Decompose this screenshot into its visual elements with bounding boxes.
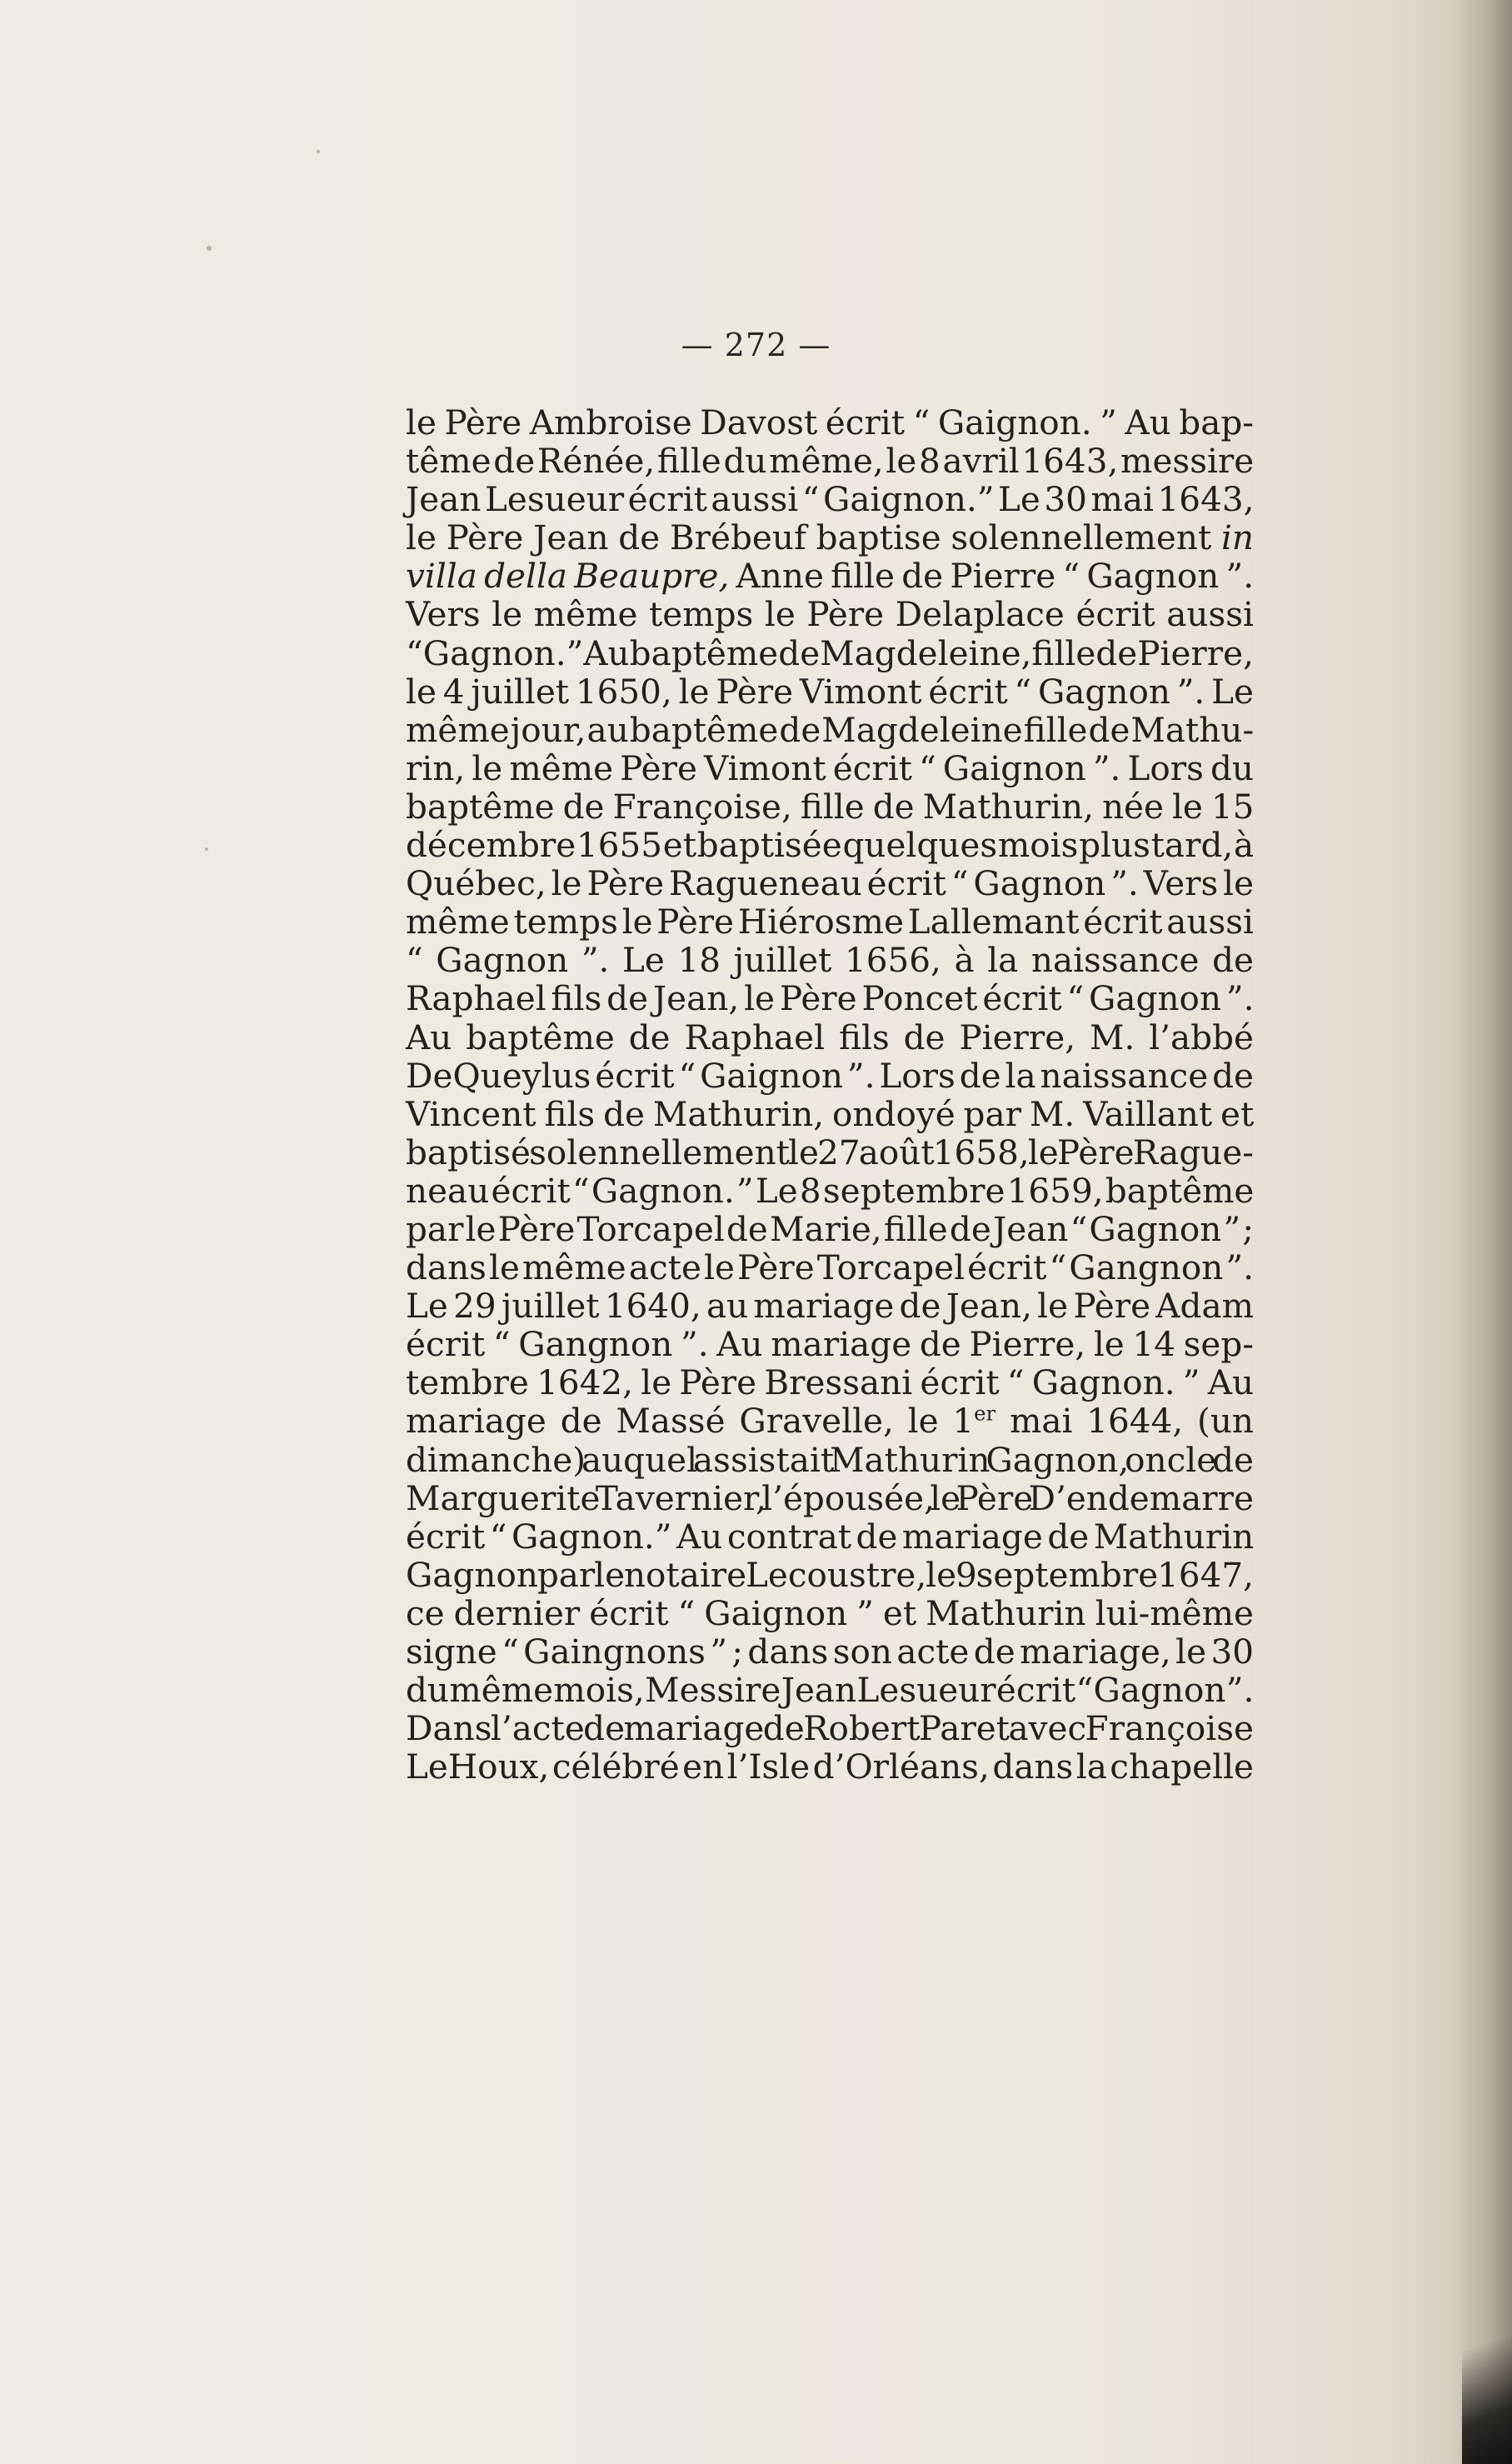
text-run: DeQueylus écrit “ Gaignon ”. Lors de la naissance de: [406, 1055, 1254, 1096]
text-run: “ Gagnon.” Au baptême de Magdeleine, fille de Pierre,: [406, 632, 1254, 673]
text-run: par le Père Torcapel de Marie, fille de Jean “ Gagnon ” ;: [406, 1208, 1254, 1249]
text-line: [406, 634, 1254, 672]
text-line: [406, 1709, 1254, 1747]
text-run: Marguerite Tavernier, l’épousée, le Père D’endemarre: [406, 1477, 1254, 1518]
text-run: dimanche) auquel assistait Mathurin Gagnon, oncle de: [406, 1439, 1254, 1480]
text-run: écrit “ Gangnon ”. Au mariage de Pierre, le 14 sep-: [406, 1324, 1254, 1365]
text-line: [406, 442, 1254, 480]
text-run: écrit “ Gagnon.” Au contrat de mariage de Mathurin: [406, 1516, 1255, 1557]
text-run: neau écrit “ Gagnon. ” Le 8 septembre 1659, baptême: [406, 1170, 1255, 1211]
text-run: “ Gagnon ”. Le 18 juillet 1656, à la naissance de: [406, 940, 1254, 981]
italic-text: villa della Beaupre,: [406, 556, 730, 597]
text-line: [406, 1248, 1254, 1287]
text-line: [406, 864, 1254, 902]
text-run: dans le même acte le Père Torcapel écrit “ Gangnon ”.: [406, 1247, 1254, 1288]
text-run: mariage de Massé Gravelle, le 1: [406, 1401, 975, 1442]
text-run: même temps le Père Hiérosme Lallemant écrit aussi: [406, 902, 1254, 942]
text-line: [406, 1556, 1254, 1594]
text-line: [406, 1057, 1254, 1095]
text-line: [406, 1517, 1254, 1556]
text-line: [406, 1133, 1254, 1172]
text-run: tême de Rénée, fille du même, le 8 avril 1643, messire: [406, 441, 1255, 482]
text-run: le Père Ambroise Davost écrit “ Gaignon. ” Au bap-: [406, 402, 1254, 442]
text-line: [406, 749, 1254, 787]
page-number: — 272 —: [681, 327, 831, 363]
page-corner-shadow: [1462, 2264, 1512, 2464]
text-line: [406, 979, 1254, 1017]
text-line: [406, 557, 1254, 595]
text-line: [406, 1325, 1254, 1363]
text-line: [406, 1671, 1254, 1709]
text-line: [406, 595, 1254, 633]
text-run: Au baptême de Raphael fils de Pierre, M. l’abbé: [406, 1017, 1254, 1057]
text-run: Anne fille de Pierre “ Gagnon ”.: [729, 556, 1255, 597]
text-run: Québec, le Père Ragueneau écrit “ Gagnon ”. Vers le: [406, 863, 1255, 904]
text-run: rin, le même Père Vimont écrit “ Gaignon ”. Lors du: [406, 747, 1254, 788]
paper-speck: [205, 847, 208, 851]
italic-text: in: [1220, 517, 1254, 558]
text-run: mai 1644, (un: [996, 1401, 1254, 1442]
text-line: [406, 1363, 1254, 1402]
text-line: [406, 1747, 1254, 1786]
binding-shadow: [1454, 0, 1512, 2464]
text-run: Dans l’acte de mariage de Robert Paret avec Françoise: [406, 1708, 1254, 1749]
text-line: [406, 1632, 1254, 1671]
text-line: [406, 1018, 1254, 1057]
text-line: [406, 711, 1254, 749]
text-line: [406, 1594, 1254, 1632]
text-line: [406, 941, 1254, 979]
text-run: le Père Jean de Brébeuf baptise solennellement: [406, 517, 1221, 558]
text-run: Vers le même temps le Père Delaplace écrit aussi: [406, 594, 1254, 635]
text-line: [406, 1095, 1254, 1133]
text-line: [406, 480, 1254, 518]
text-run: Vincent fils de Mathurin, ondoyé par M. Vaillant et: [406, 1093, 1255, 1134]
text-run: Raphael fils de Jean, le Père Poncet écrit “ Gagnon ”.: [406, 978, 1255, 1019]
paper-speck: [207, 246, 212, 251]
text-run: LeHoux, célébré en l’Isle d’Orléans, dans la chapelle: [406, 1747, 1254, 1787]
text-line: [406, 518, 1254, 557]
text-line: [406, 403, 1254, 442]
text-line: [406, 1172, 1254, 1210]
text-line: [406, 1287, 1254, 1325]
text-line: [406, 787, 1254, 826]
text-run: tembre 1642, le Père Bressani écrit “ Gagnon. ” Au: [406, 1362, 1255, 1403]
text-line: [406, 1441, 1254, 1479]
text-run: baptême de Françoise, fille de Mathurin, née le 15: [406, 786, 1255, 827]
text-run: ce dernier écrit “ Gaignon ” et Mathurin lui-même: [406, 1592, 1254, 1633]
text-run: même jour, au baptême de Magdeleine fille de Mathu-: [406, 709, 1255, 750]
text-run: baptisé solennellement le 27 août 1658, le Père Rague-: [406, 1132, 1254, 1172]
body-text: [406, 403, 1254, 1786]
text-run: le 4 juillet 1650, le Père Vimont écrit “ Gagnon ”. Le: [406, 671, 1254, 712]
text-run: du même mois, Messire Jean Lesueur écrit “ Gagnon ”.: [406, 1670, 1255, 1711]
text-run: décembre 1655 et baptisée quelques mois plus tard, à: [406, 825, 1255, 866]
text-line: [406, 1402, 1254, 1440]
text-run: Jean Lesueur écrit aussi “ Gaignon.” Le 30 mai 1643,: [406, 479, 1255, 520]
text-line: [406, 1479, 1254, 1517]
text-line: [406, 826, 1254, 864]
text-line: [406, 1210, 1254, 1248]
text-run: Le 29 juillet 1640, au mariage de Jean, le Père Adam: [406, 1286, 1254, 1327]
paper-speck: [317, 150, 320, 153]
superscript: er: [974, 1401, 996, 1426]
text-run: Gagnon par le notaire Lecoustre, le 9 septembre 1647,: [406, 1554, 1254, 1595]
text-line: [406, 672, 1254, 711]
text-line: [406, 902, 1254, 941]
text-run: signe “ Gaingnons ” ; dans son acte de mariage, le 30: [406, 1632, 1254, 1672]
